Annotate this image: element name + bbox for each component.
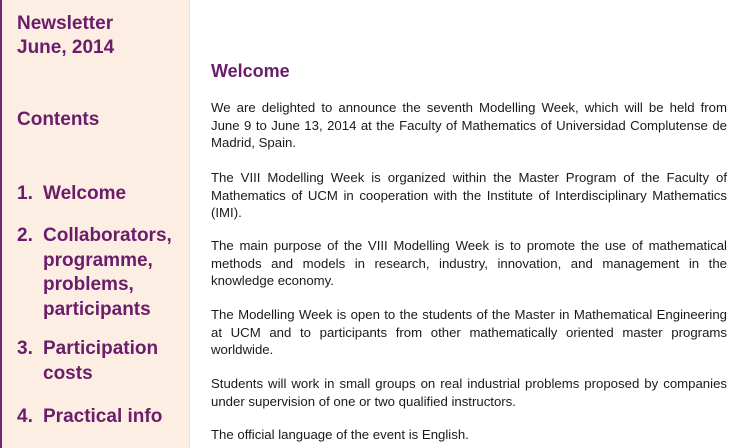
paragraph-eligibility: The Modelling Week is open to the students of the Master in Mathematical Engineering at UCM and to participants from other mathematically oriented master programs worldwide. — [211, 307, 727, 357]
toc-label: Collaborators, programme, problems, participants — [43, 225, 172, 320]
toc-label: Practical info — [43, 406, 163, 427]
sidebar — [0, 0, 190, 448]
toc-label: Welcome — [43, 183, 127, 204]
toc-item-collaborators[interactable] — [17, 224, 189, 322]
newsletter-title — [17, 12, 114, 60]
newsletter-date: June, 2014 — [17, 37, 115, 58]
paragraph-language: The official language of the event is English. — [211, 427, 469, 442]
toc-item-participation-costs[interactable] — [17, 337, 189, 386]
contents-heading: Contents — [17, 109, 100, 130]
paragraph-purpose: The main purpose of the VIII Modelling Week is to promote the use of mathematical methods and models in research, industry, innovation, and management in the knowledge economy. — [211, 238, 727, 288]
section-heading-welcome: Welcome — [211, 61, 290, 81]
toc-item-welcome[interactable] — [17, 182, 189, 207]
paragraph-announcement: We are delighted to announce the seventh Modelling Week, which will be held from June 9 to June 13, 2014 at the Faculty of Mathematics of Universidad Complutense de Madrid, Spain. — [211, 100, 727, 150]
main-content — [211, 0, 727, 448]
toc-number: 4. — [17, 406, 33, 427]
newsletter-title-line1: Newsletter — [17, 13, 114, 34]
toc-number: 2. — [17, 225, 33, 246]
toc-label: Participation costs — [43, 338, 159, 384]
toc-number: 1. — [17, 183, 33, 204]
paragraph-organization: The VIII Modelling Week is organized within the Master Program of the Faculty of Mathematics of UCM in cooperation with the Institute of Interdisciplinary Mathematics (IMI). — [211, 170, 727, 220]
toc-item-practical-info[interactable] — [17, 405, 189, 430]
paragraph-groups: Students will work in small groups on real industrial problems proposed by companies under supervision of one or two qualified instructors. — [211, 376, 727, 409]
toc-number: 3. — [17, 338, 33, 359]
